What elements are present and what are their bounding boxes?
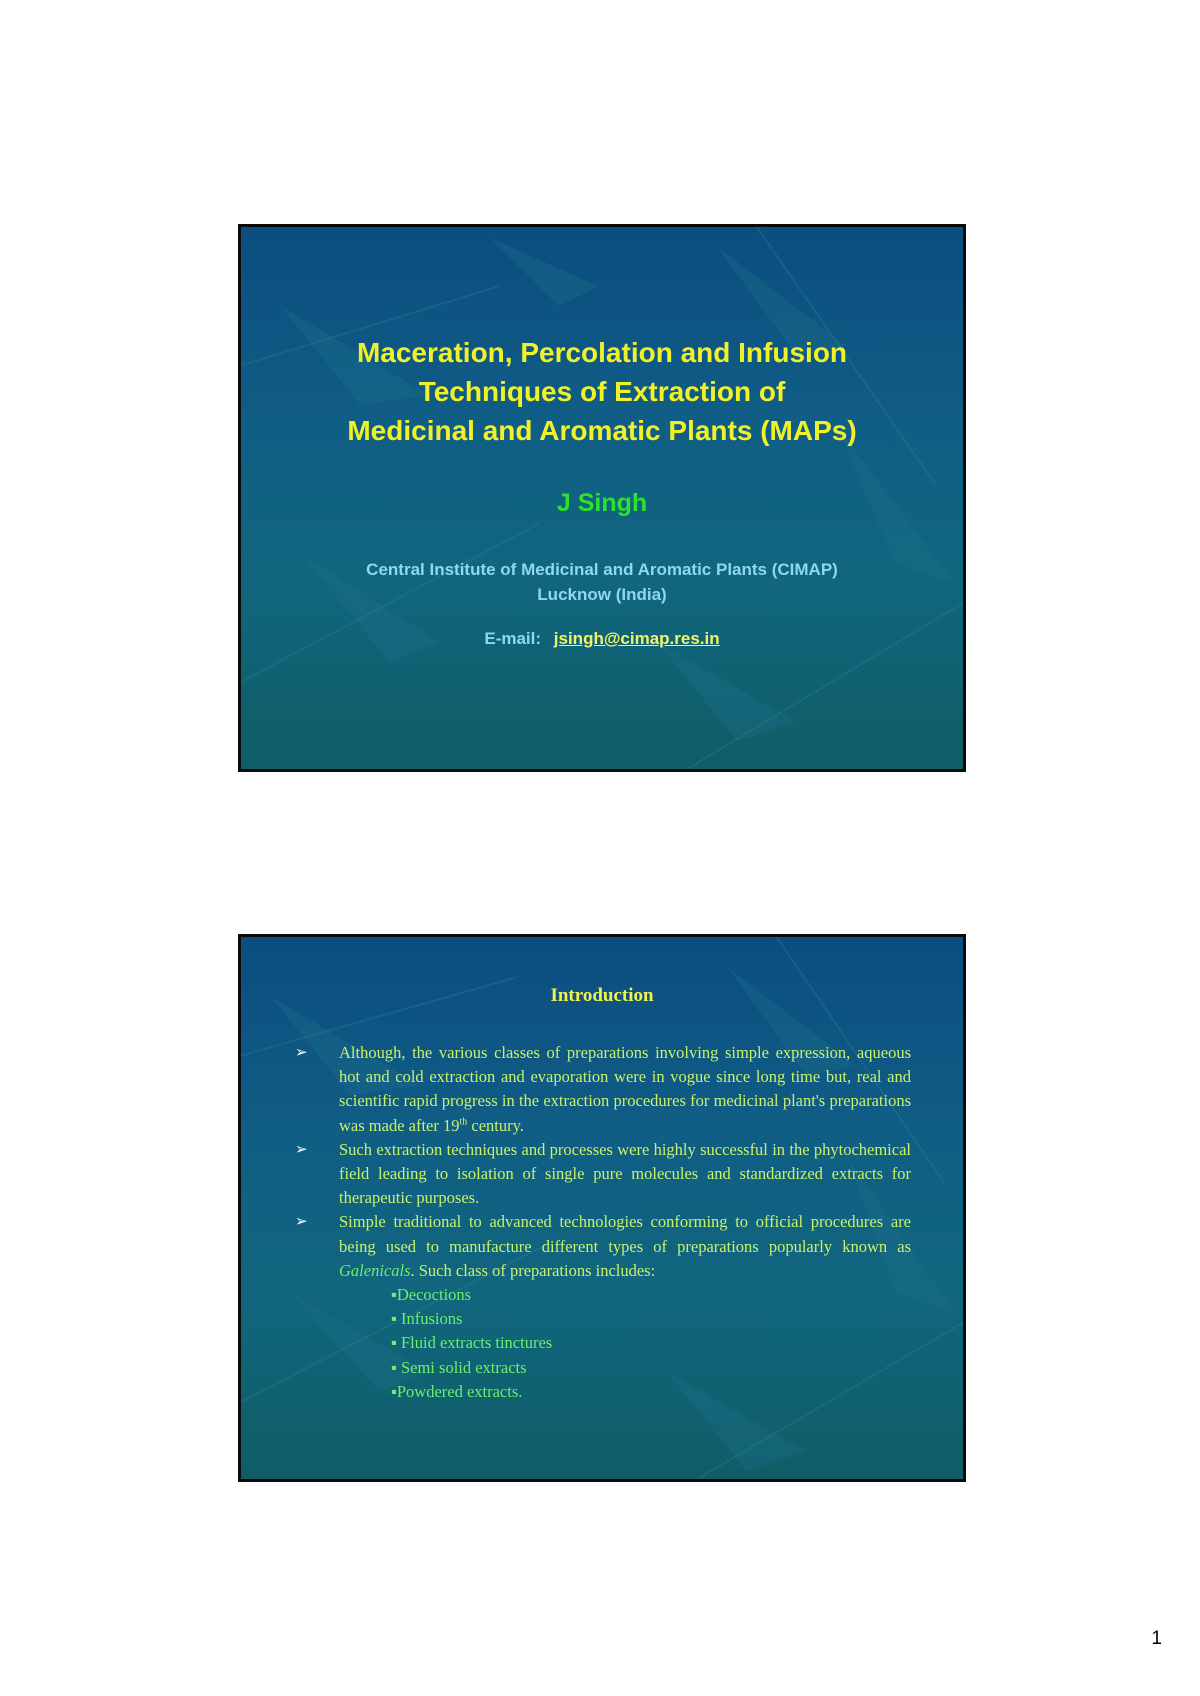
slide-2-body bbox=[295, 1041, 911, 1404]
arrow-bullet-icon: ➢ bbox=[295, 1141, 308, 1158]
institute-line: Lucknow (India) bbox=[537, 585, 667, 604]
bullet-item: ➢ Such extraction techniques and processes were highly successful in the phytochemical field leading to isolation of single pure molecules and standardized extracts for therapeutic purposes. bbox=[295, 1139, 911, 1208]
institute-line: Central Institute of Medicinal and Aromatic Plants (CIMAP) bbox=[366, 560, 838, 579]
list-item: ▪Decoctions bbox=[391, 1285, 472, 1305]
bullet-item: ➢ Simple traditional to advanced technologies conforming to official procedures are being used to manufacture different types of preparations popularly known as Galenicals. Such class of preparations includes: bbox=[295, 1212, 911, 1280]
email-label: E-mail: bbox=[484, 629, 542, 648]
galenicals-term: Galenicals bbox=[339, 1260, 411, 1280]
page-number: 1 bbox=[1151, 1628, 1162, 1649]
slide-1-title bbox=[241, 333, 963, 450]
slide-title bbox=[238, 224, 966, 772]
arrow-bullet-icon: ➢ bbox=[295, 1214, 308, 1231]
title-line: Techniques of Extraction of bbox=[418, 376, 786, 407]
author-name: J Singh bbox=[556, 489, 648, 517]
title-line: Medicinal and Aromatic Plants (MAPs) bbox=[347, 415, 857, 446]
title-line: Maceration, Percolation and Infusion bbox=[356, 337, 848, 368]
list-item: ▪Powdered extracts. bbox=[391, 1381, 523, 1401]
slide-2-title: Introduction bbox=[550, 985, 654, 1006]
list-item: ▪ Infusions bbox=[391, 1309, 463, 1329]
slide-introduction bbox=[238, 934, 966, 1482]
email-link[interactable]: jsingh@cimap.res.in bbox=[553, 629, 720, 648]
list-item: ▪ Semi solid extracts bbox=[391, 1357, 527, 1377]
list-item: ▪ Fluid extracts tinctures bbox=[391, 1333, 553, 1353]
institute bbox=[241, 557, 963, 607]
preparation-types-list bbox=[295, 1283, 911, 1404]
arrow-bullet-icon: ➢ bbox=[295, 1045, 308, 1061]
email-row bbox=[241, 629, 963, 649]
bullet-item: ➢ Although, the various classes of preparations involving simple expression, aqueous hot and cold extraction and evaporation were in vogue since long time but, real and scientific rapid progress in the extraction procedures for medicinal plant's preparations was made after 19th century. bbox=[295, 1043, 911, 1135]
